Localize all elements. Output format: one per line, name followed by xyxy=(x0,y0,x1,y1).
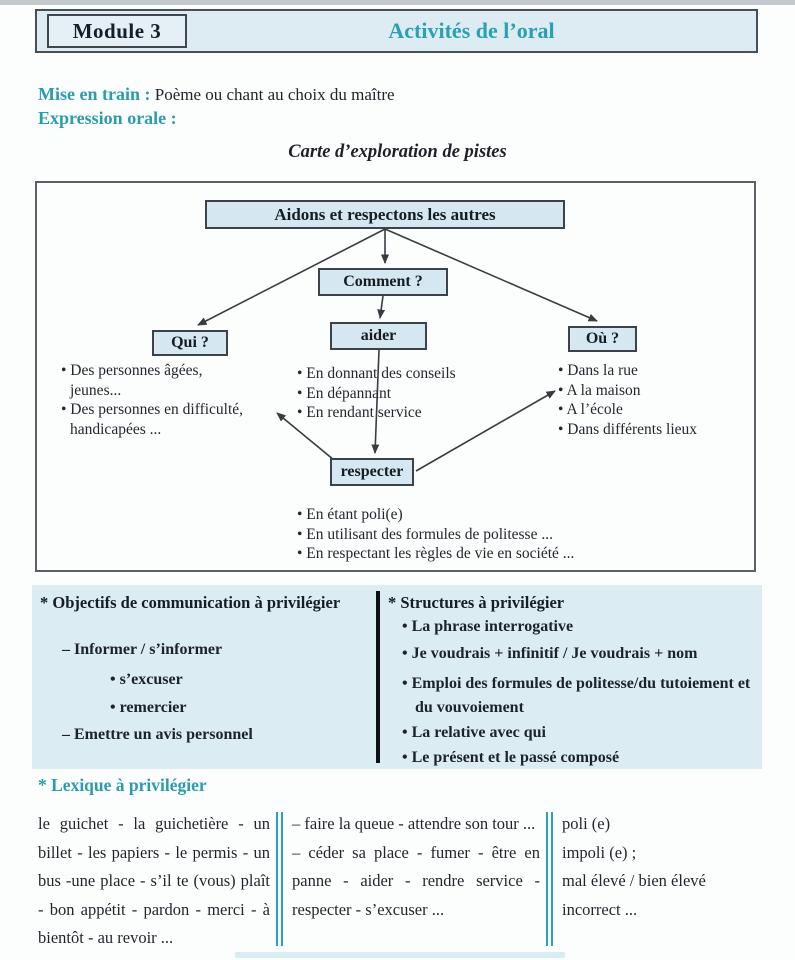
lexique-paragraph: – faire la queue - attendre son tour ... xyxy=(292,814,536,833)
list-line: • En respectant les règles de vie en société ... xyxy=(297,545,575,562)
arrow-comment-aider xyxy=(380,296,383,318)
structures-item: • La relative avec qui xyxy=(402,724,546,741)
panel-divider xyxy=(376,591,380,763)
aider-list xyxy=(297,364,456,423)
page-title: Activités de l’oral xyxy=(388,18,555,43)
objectifs-item: • s’excuser xyxy=(110,671,183,688)
node-respecter: respecter xyxy=(330,458,414,486)
lexique-paragraph: – céder sa place - fumer - être en panne - aider - rendre service - respecter - s’excuser ... xyxy=(292,842,540,919)
concept-map xyxy=(35,181,756,572)
node-comment: Comment ? xyxy=(318,268,448,296)
list-line: • En utilisant des formules de politesse ... xyxy=(297,525,553,543)
objectives-structures-panel xyxy=(32,585,762,769)
lexique-divider-2 xyxy=(546,812,553,946)
mise-en-train-line xyxy=(38,84,395,105)
lexique-column-1: le guichet - la guichetière - un billet - les papiers - le permis - un bus -une place - s’il te (vous) plaît - bon appétit - pardon - merci - à bientôt - au revoir ... xyxy=(38,814,270,947)
structures-item: • La phrase interrogative xyxy=(402,618,574,635)
list-line: • A l’école xyxy=(558,401,623,418)
scan-artifact-bottom xyxy=(235,952,565,958)
mise-en-train-label: Mise en train : xyxy=(38,84,151,104)
list-line: • En rendant service xyxy=(297,404,422,421)
list-line: • En étant poli(e) xyxy=(297,506,403,523)
list-line: • A la maison xyxy=(558,381,641,399)
node-root: Aidons et respectons les autres xyxy=(205,200,565,229)
list-line: • En donnant des conseils xyxy=(297,365,456,382)
list-line: jeunes... xyxy=(70,381,122,399)
scan-artifact-top xyxy=(0,0,795,5)
module-box xyxy=(47,14,187,48)
node-aider: aider xyxy=(330,322,427,350)
objectifs-item: • remercier xyxy=(110,699,187,716)
lexique-divider-1 xyxy=(276,812,283,946)
node-ou: Où ? xyxy=(568,326,637,352)
objectifs-item: – Emettre un avis personnel xyxy=(62,726,253,743)
lexique-line: impoli (e) ; xyxy=(562,842,637,862)
respecter-list xyxy=(297,505,574,564)
objectifs-item: – Informer / s’informer xyxy=(62,641,223,658)
objectifs-title: * Objectifs de communication à privilégier xyxy=(40,593,341,612)
ou-list xyxy=(558,361,697,439)
list-line: • Dans la rue xyxy=(558,362,638,379)
list-line: • Des personnes âgées, xyxy=(61,362,203,379)
lexique-title: * Lexique à privilégier xyxy=(38,775,207,795)
lexique-column-2 xyxy=(292,810,540,924)
lexique-line: incorrect ... xyxy=(562,899,638,919)
expression-orale-label: Expression orale : xyxy=(38,108,177,128)
expression-orale-line xyxy=(38,108,177,129)
structures-item: • Le présent et le passé composé xyxy=(402,749,620,766)
mise-en-train-text: Poème ou chant au choix du maître xyxy=(150,85,395,104)
header-bar xyxy=(35,9,758,53)
lexique-line: poli (e) xyxy=(562,814,611,833)
structures-item: • Je voudrais + infinitif / Je voudrais + nom xyxy=(402,645,698,662)
list-line: • Des personnes en difficulté, xyxy=(61,401,244,418)
structures-title: * Structures à privilégier xyxy=(388,593,565,612)
list-line: • Dans différents lieux xyxy=(558,420,698,438)
qui-list xyxy=(61,361,243,439)
node-qui: Qui ? xyxy=(152,330,228,356)
lexique-line: mal élevé / bien élevé xyxy=(562,871,706,890)
list-line: • En dépannant xyxy=(297,384,392,402)
lexique-column-3 xyxy=(562,810,758,924)
structures-item: • Emploi des formules de politesse/du tutoiement et du vouvoiement xyxy=(402,675,751,716)
list-line: handicapées ... xyxy=(70,420,162,438)
map-title: Carte d’exploration de pistes xyxy=(288,142,507,162)
module-label: Module 3 xyxy=(72,18,162,43)
